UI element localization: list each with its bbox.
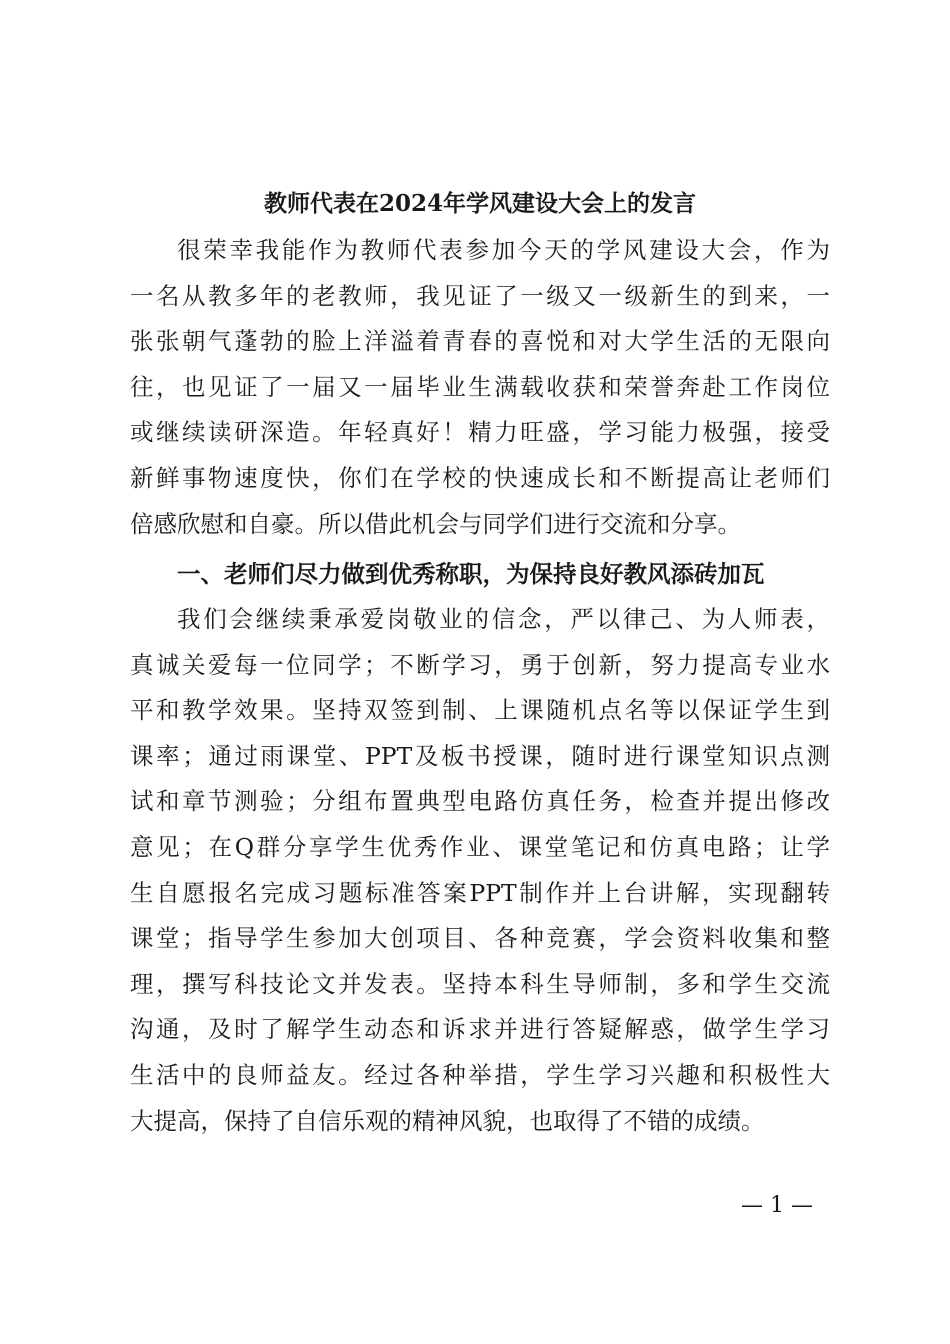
paragraph-line: 张张朝气蓬勃的脸上洋溢着青春的喜悦和对大学生活的无限向: [130, 327, 830, 356]
paragraph-line: 新鲜事物速度快，你们在学校的快速成长和不断提高让老师们: [130, 463, 830, 492]
paragraph-line: 倍感欣慰和自豪。所以借此机会与同学们进行交流和分享。: [130, 509, 741, 538]
paragraph-line: 课率；通过雨课堂、PPT及板书授课，随时进行课堂知识点测: [130, 741, 830, 770]
paragraph-line: 一名从教多年的老教师，我见证了一级又一级新生的到来，一: [130, 281, 830, 310]
paragraph-line: 课堂；指导学生参加大创项目、各种竞赛，学会资料收集和整: [130, 924, 830, 953]
paragraph-line: 真诚关爱每一位同学；不断学习，勇于创新，努力提高专业水: [130, 650, 830, 679]
paragraph-intro: [130, 228, 830, 547]
paragraph-line: 理，撰写科技论文并发表。坚持本科生导师制，多和学生交流: [130, 969, 830, 998]
section-heading-1: 一、老师们尽力做到优秀称职，为保持良好教风添砖加瓦: [177, 560, 765, 588]
document-title: 教师代表在2024年学风建设大会上的发言: [263, 190, 696, 217]
paragraph-line: 平和教学效果。坚持双签到制、上课随机点名等以保证学生到: [130, 696, 830, 725]
page-number: — 1 —: [741, 1193, 813, 1218]
paragraph-line: 大提高，保持了自信乐观的精神风貌，也取得了不错的成绩。: [130, 1106, 765, 1135]
paragraph-line: 沟通，及时了解学生动态和诉求并进行答疑解惑，做学生学习: [130, 1015, 830, 1044]
paragraph-line: 意见；在Q群分享学生优秀作业、课堂笔记和仿真电路；让学: [130, 832, 830, 861]
paragraph-line: 生自愿报名完成习题标准答案PPT制作并上台讲解，实现翻转: [130, 878, 830, 907]
paragraph-section1: [130, 597, 830, 1144]
paragraph-line: 往，也见证了一届又一届毕业生满载收获和荣誉奔赴工作岗位: [130, 372, 830, 401]
paragraph-line: 很荣幸我能作为教师代表参加今天的学风建设大会，作为: [177, 236, 830, 264]
paragraph-line: 我们会继续秉承爱岗敬业的信念，严以律己、为人师表，: [177, 605, 830, 633]
paragraph-line: 或继续读研深造。年轻真好！精力旺盛，学习能力极强，接受: [130, 418, 830, 447]
paragraph-line: 生活中的良师益友。经过各种举措，学生学习兴趣和积极性大: [130, 1060, 830, 1089]
paragraph-line: 试和章节测验；分组布置典型电路仿真任务，检查并提出修改: [130, 787, 830, 816]
